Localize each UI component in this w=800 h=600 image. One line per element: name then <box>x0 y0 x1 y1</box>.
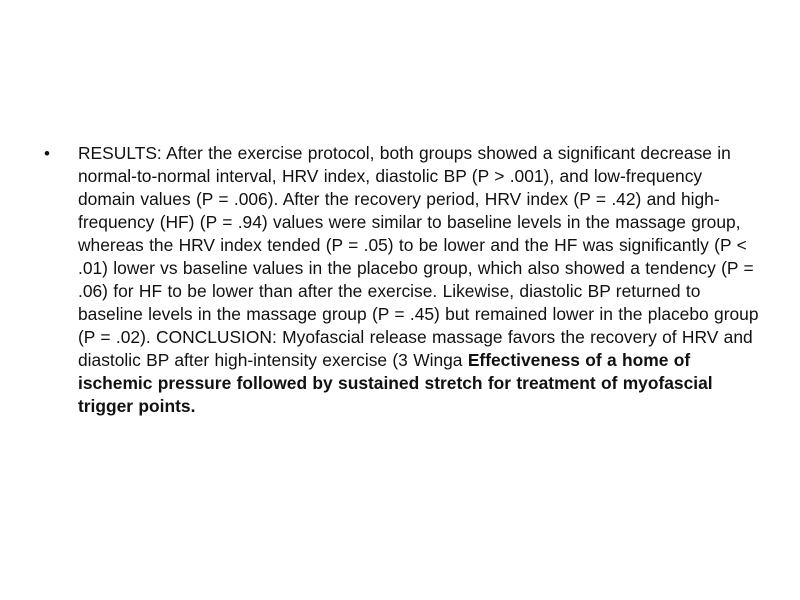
bullet-item-results <box>40 142 760 418</box>
reference-title-text: Effectiveness of a home of ischemic pressure followed by sustained stretch for treatment of myofascial trigger points. <box>78 350 713 416</box>
results-text: RESULTS: After the exercise protocol, both groups showed a significant decrease in normal-to-normal interval, HRV index, diastolic BP (P > .001), and low-frequency domain values (P = .006). After the recovery period, HRV index (P = .42) and high-frequency (HF) (P = .94) values were similar to baseline levels in the massage group, whereas the HRV index tended (P = .05) to be lower and the HF was significantly (P < .01) lower vs baseline values in the placebo group, which also showed a tendency (P = .06) for HF to be lower than after the exercise. Likewise, diastolic BP returned to baseline levels in the massage group (P = .45) but remained lower in the placebo group (P = .02). CONCLUSION: Myofascial release massage favors the recovery of HRV and diastolic BP after high-intensity exercise (3 Winga <box>78 143 759 370</box>
bullet-marker: • <box>44 144 50 163</box>
bullet-list <box>40 142 760 418</box>
